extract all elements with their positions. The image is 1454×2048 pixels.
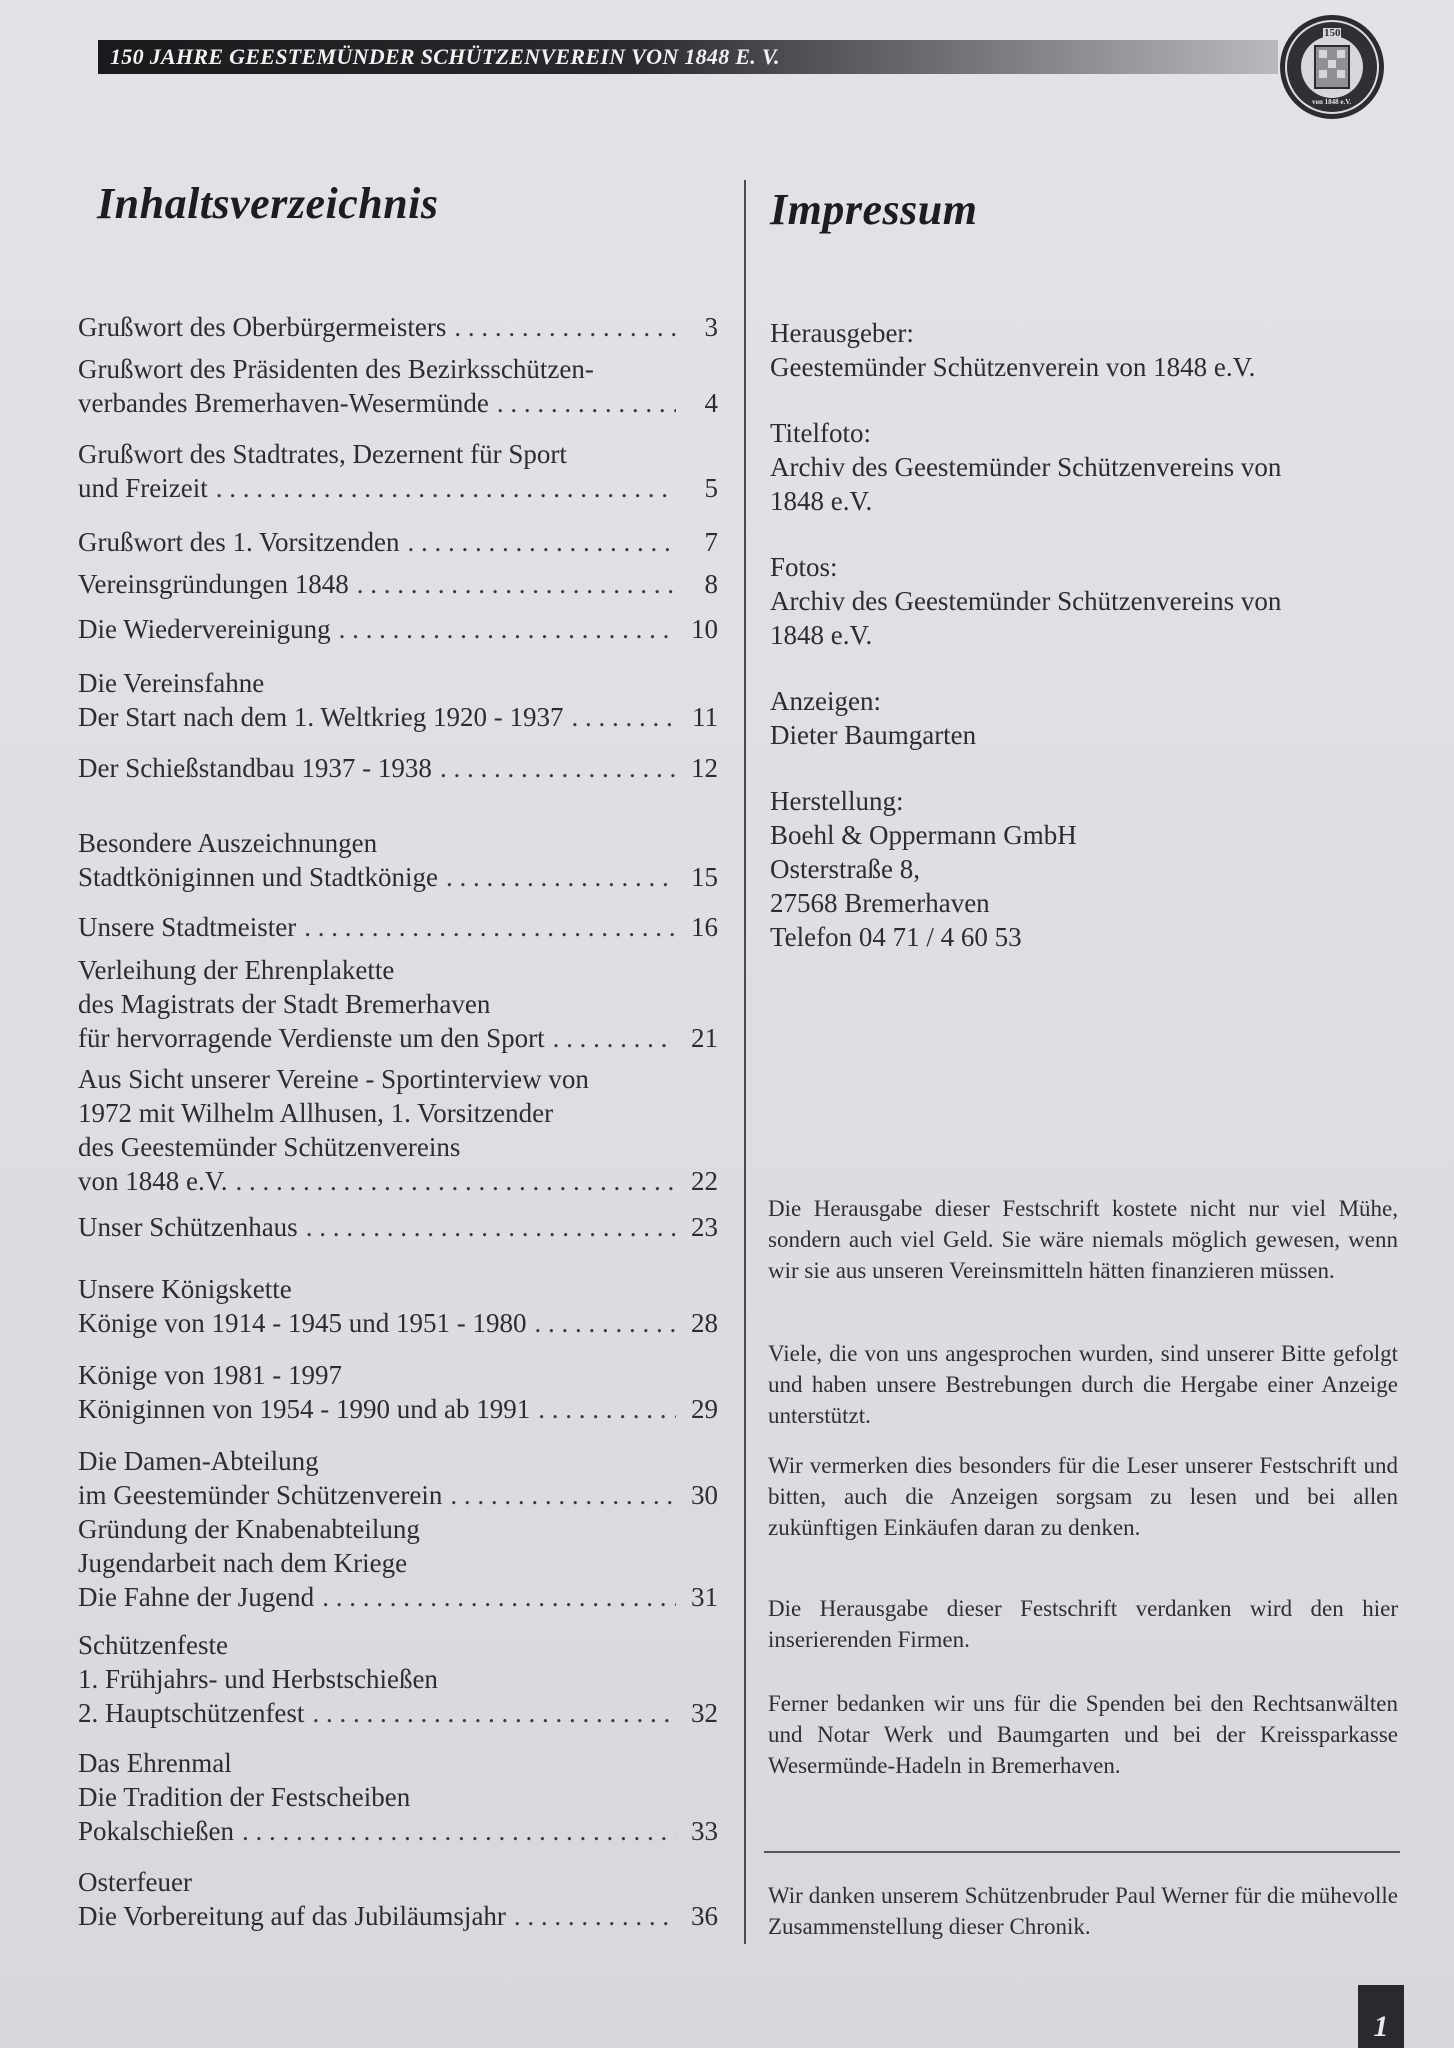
impressum-block bbox=[770, 416, 1390, 518]
toc-entry-line: Die Damen-Abteilung bbox=[78, 1446, 319, 1476]
impressum-label: Fotos: bbox=[770, 552, 838, 582]
page-number: 1 bbox=[1373, 2010, 1389, 2043]
toc-entry-line: Osterfeuer bbox=[78, 1867, 192, 1897]
toc-leader-dots bbox=[312, 1696, 676, 1730]
toc-page-number: 21 bbox=[691, 1023, 718, 1053]
toc-leader-dots bbox=[236, 1164, 676, 1198]
toc-entry-title: Grußwort des Oberbürgermeisters bbox=[78, 312, 447, 342]
toc-entry-last-line bbox=[78, 612, 718, 646]
toc-page-number: 3 bbox=[704, 312, 718, 342]
toc-entry-title: Vereinsgründungen 1848 bbox=[78, 569, 349, 599]
impressum-label: Herstellung: bbox=[770, 786, 904, 816]
toc-entry bbox=[78, 1512, 718, 1614]
toc-entry-last-line bbox=[78, 860, 718, 894]
toc-entry-last-line bbox=[78, 1478, 718, 1512]
toc-entry-line: Könige von 1981 - 1997 bbox=[78, 1360, 342, 1390]
impressum-paragraph: Wir vermerken dies besonders für die Leser unserer Festschrift und bitten, auch die Anzeigen sorgsam zu lesen und bei allen zukünftigen Einkäufen daran zu denken. bbox=[768, 1453, 1398, 1540]
toc-leader-dots bbox=[553, 1021, 676, 1055]
toc-page-number: 32 bbox=[691, 1698, 718, 1728]
toc-entry-last-line bbox=[78, 386, 718, 420]
toc-entry-line: Die Tradition der Festscheiben bbox=[78, 1782, 411, 1812]
toc-page-number: 36 bbox=[691, 1901, 718, 1931]
impressum-paragraph: Viele, die von uns angesprochen wurden, sind unserer Bitte gefolgt und haben unsere Bestrebungen durch die Hergabe einer Anzeige unterstützt. bbox=[768, 1341, 1398, 1428]
toc-entry-title: und Freizeit bbox=[78, 473, 208, 503]
toc-page-number: 7 bbox=[704, 527, 718, 557]
toc-entry-title: Die Fahne der Jugend bbox=[78, 1582, 315, 1612]
impressum-value: Archiv des Geestemünder Schützenvereins von bbox=[770, 452, 1282, 482]
impressum-block bbox=[770, 550, 1390, 652]
toc-leader-dots bbox=[440, 751, 676, 785]
toc-page-number: 15 bbox=[691, 862, 718, 892]
impressum-value: Osterstraße 8, bbox=[770, 854, 920, 884]
toc-entry bbox=[78, 751, 718, 785]
toc-entry-title: Der Schießstandbau 1937 - 1938 bbox=[78, 753, 432, 783]
toc-leader-dots bbox=[407, 525, 676, 559]
toc-entry bbox=[78, 1272, 718, 1340]
toc-entry-last-line bbox=[78, 1210, 718, 1244]
impressum-label: Titelfoto: bbox=[770, 418, 872, 448]
toc-entry-title: im Geestemünder Schützenverein bbox=[78, 1480, 443, 1510]
toc-leader-dots bbox=[216, 471, 676, 505]
toc-entry bbox=[78, 910, 718, 944]
toc-entry bbox=[78, 826, 718, 894]
toc-page-number: 10 bbox=[691, 614, 718, 644]
toc-entry bbox=[78, 666, 718, 734]
toc-leader-dots bbox=[450, 1478, 676, 1512]
toc-page-number: 12 bbox=[691, 753, 718, 783]
toc-entry-last-line bbox=[78, 1021, 718, 1055]
toc-entry-last-line bbox=[78, 1696, 718, 1730]
toc-entry-last-line bbox=[78, 1580, 718, 1614]
column-divider bbox=[744, 180, 746, 1944]
toc-entry-title: 2. Hauptschützenfest bbox=[78, 1698, 305, 1728]
toc-entry-last-line bbox=[78, 751, 718, 785]
emblem-bottom-text: von 1848 e.V. bbox=[1312, 98, 1352, 106]
toc-entry-line: Grußwort des Präsidenten des Bezirksschützen- bbox=[78, 354, 594, 384]
toc-entry-line: Unsere Königskette bbox=[78, 1274, 292, 1304]
toc-entry-title: von 1848 e.V. bbox=[78, 1166, 228, 1196]
toc-title: Inhaltsverzeichnis bbox=[97, 179, 439, 228]
toc-entry bbox=[78, 1444, 718, 1512]
impressum-value: Archiv des Geestemünder Schützenvereins von bbox=[770, 586, 1282, 616]
toc-page-number: 22 bbox=[691, 1166, 718, 1196]
toc-entry-title: Stadtköniginnen und Stadtkönige bbox=[78, 862, 438, 892]
toc-entry-last-line bbox=[78, 1306, 718, 1340]
impressum-value: Dieter Baumgarten bbox=[770, 720, 977, 750]
toc-entry-last-line bbox=[78, 1814, 718, 1848]
impressum-paragraph: Ferner bedanken wir uns für die Spenden bei den Rechtsanwälten und Notar Werk und Baumgarten und bei der Kreissparkasse Wesermünde-Hadeln in Bremerhaven. bbox=[768, 1691, 1398, 1778]
toc-entry-line: Schützenfeste bbox=[78, 1630, 228, 1660]
toc-entry-line: Jugendarbeit nach dem Kriege bbox=[78, 1548, 408, 1578]
toc-page-number: 11 bbox=[692, 702, 718, 732]
impressum-value: 1848 e.V. bbox=[770, 486, 873, 516]
toc-leader-dots bbox=[304, 910, 676, 944]
toc-entry bbox=[78, 352, 718, 420]
impressum-value: Geestemünder Schützenverein von 1848 e.V. bbox=[770, 352, 1256, 382]
toc-page-number: 23 bbox=[691, 1212, 718, 1242]
toc-entry-line: 1972 mit Wilhelm Allhusen, 1. Vorsitzender bbox=[78, 1098, 554, 1128]
toc-entry-last-line bbox=[78, 310, 718, 344]
impressum-block bbox=[770, 316, 1390, 384]
toc-entry-last-line bbox=[78, 1899, 718, 1933]
toc-entry bbox=[78, 1746, 718, 1848]
toc-entry-line: Das Ehrenmal bbox=[78, 1748, 232, 1778]
toc-entry-last-line bbox=[78, 1392, 718, 1426]
toc-entry bbox=[78, 1358, 718, 1426]
toc-entry-last-line bbox=[78, 525, 718, 559]
toc-leader-dots bbox=[538, 1392, 676, 1426]
toc-entry-line: 1. Frühjahrs- und Herbstschießen bbox=[78, 1664, 438, 1694]
toc-leader-dots bbox=[534, 1306, 676, 1340]
impressum-paragraph: Die Herausgabe dieser Festschrift kostete nicht nur viel Mühe, sondern auch viel Geld. Sie wäre niemals möglich gewesen, wenn wir sie aus unseren Vereinsmitteln hätten finanzieren müssen. bbox=[768, 1196, 1398, 1283]
toc-entry-title: für hervorragende Verdienste um den Sport bbox=[78, 1023, 545, 1053]
toc-entry-title: Die Vorbereitung auf das Jubiläumsjahr bbox=[78, 1901, 506, 1931]
impressum-paragraph: Die Herausgabe dieser Festschrift verdanken wird den hier inserierenden Firmen. bbox=[768, 1596, 1398, 1652]
toc-entry bbox=[78, 612, 718, 646]
toc-leader-dots bbox=[322, 1580, 676, 1614]
toc-leader-dots bbox=[454, 310, 676, 344]
toc-entry-title: Unser Schützenhaus bbox=[78, 1212, 298, 1242]
toc-entry bbox=[78, 1210, 718, 1244]
toc-page-number: 4 bbox=[704, 388, 718, 418]
toc-page-number: 28 bbox=[691, 1308, 718, 1338]
toc-entry-line: Grußwort des Stadtrates, Dezernent für Sport bbox=[78, 439, 567, 469]
impressum-block bbox=[770, 684, 1390, 752]
toc-entry-title: Der Start nach dem 1. Weltkrieg 1920 - 1937 bbox=[78, 702, 564, 732]
toc-leader-dots bbox=[514, 1899, 676, 1933]
toc-entry-line: Verleihung der Ehrenplakette bbox=[78, 955, 395, 985]
toc-entry bbox=[78, 1062, 718, 1198]
toc-entry-last-line bbox=[78, 567, 718, 601]
toc-leader-dots bbox=[357, 567, 676, 601]
toc-page-number: 16 bbox=[691, 912, 718, 942]
emblem-year: 150 bbox=[1324, 27, 1341, 39]
toc-entry-last-line bbox=[78, 910, 718, 944]
toc-entry-line: Gründung der Knabenabteilung bbox=[78, 1514, 420, 1544]
toc-entry-line: des Geestemünder Schützenvereins bbox=[78, 1132, 461, 1162]
toc-entry-last-line bbox=[78, 1164, 718, 1198]
toc-entry-line: Besondere Auszeichnungen bbox=[78, 828, 378, 858]
toc-leader-dots bbox=[497, 386, 676, 420]
toc-entry-line: Aus Sicht unserer Vereine - Sportinterview von bbox=[78, 1064, 589, 1094]
toc-page-number: 31 bbox=[691, 1582, 718, 1612]
toc-entry bbox=[78, 437, 718, 505]
toc-page-number: 29 bbox=[691, 1394, 718, 1424]
impressum-value: Telefon 04 71 / 4 60 53 bbox=[770, 922, 1022, 952]
toc-entry bbox=[78, 953, 718, 1055]
toc-entry bbox=[78, 1628, 718, 1730]
toc-entry bbox=[78, 1865, 718, 1933]
toc-leader-dots bbox=[306, 1210, 676, 1244]
toc-entry-line: des Magistrats der Stadt Bremerhaven bbox=[78, 989, 491, 1019]
impressum-label: Anzeigen: bbox=[770, 686, 881, 716]
impressum-label: Herausgeber: bbox=[770, 318, 914, 348]
toc-entry-last-line bbox=[78, 700, 718, 734]
toc-leader-dots bbox=[339, 612, 676, 646]
toc-page-number: 5 bbox=[704, 473, 718, 503]
toc-leader-dots bbox=[571, 700, 676, 734]
impressum-value: Boehl & Oppermann GmbH bbox=[770, 820, 1077, 850]
toc-entry-title: Grußwort des 1. Vorsitzenden bbox=[78, 527, 400, 557]
toc-entry-title: Unsere Stadtmeister bbox=[78, 912, 297, 942]
horizontal-rule bbox=[764, 1851, 1400, 1853]
toc-leader-dots bbox=[242, 1814, 676, 1848]
toc-entry-title: Die Wiedervereinigung bbox=[78, 614, 331, 644]
toc-page-number: 30 bbox=[691, 1480, 718, 1510]
toc-entry-title: Könige von 1914 - 1945 und 1951 - 1980 bbox=[78, 1308, 527, 1338]
impressum-value: 1848 e.V. bbox=[770, 620, 873, 650]
toc-entry-title: Königinnen von 1954 - 1990 und ab 1991 bbox=[78, 1394, 531, 1424]
toc-page-number: 8 bbox=[704, 569, 718, 599]
impressum-title: Impressum bbox=[770, 185, 978, 234]
thanks-paragraph: Wir danken unserem Schützenbruder Paul Werner für die mühevolle Zusammenstellung dieser Chronik. bbox=[768, 1883, 1398, 1939]
toc-leader-dots bbox=[446, 860, 676, 894]
toc-entry bbox=[78, 567, 718, 601]
header-title: 150 JAHRE GEESTEMÜNDER SCHÜTZENVEREIN VON 1848 E. V. bbox=[110, 44, 780, 69]
impressum-value: 27568 Bremerhaven bbox=[770, 888, 990, 918]
toc-entry-last-line bbox=[78, 471, 718, 505]
toc-entry-title: verbandes Bremerhaven-Wesermünde bbox=[78, 388, 489, 418]
toc-entry-line: Die Vereinsfahne bbox=[78, 668, 265, 698]
impressum-block bbox=[770, 784, 1390, 954]
toc-entry bbox=[78, 525, 718, 559]
toc-entry bbox=[78, 310, 718, 344]
toc-page-number: 33 bbox=[691, 1816, 718, 1846]
toc-entry-title: Pokalschießen bbox=[78, 1816, 234, 1846]
